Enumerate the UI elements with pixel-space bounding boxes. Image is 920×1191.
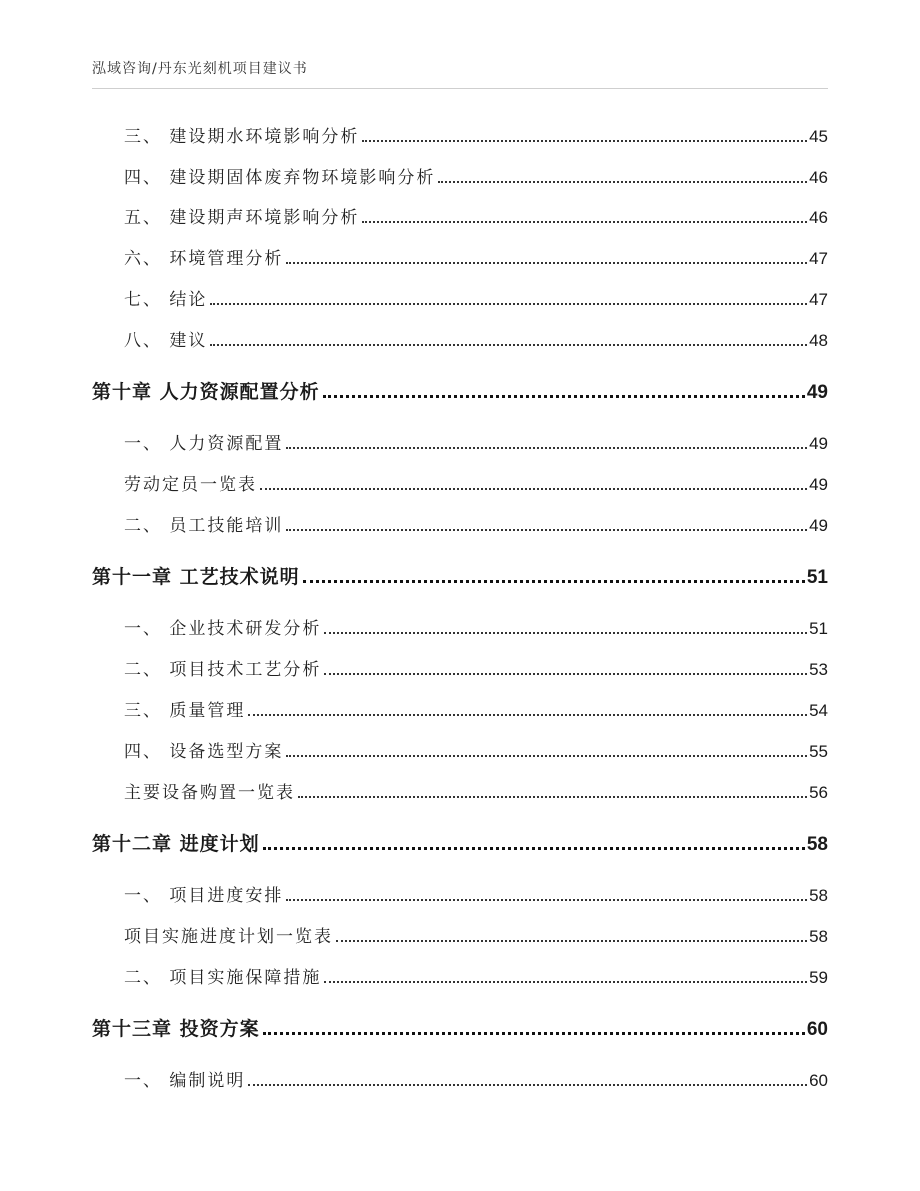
toc-entry[interactable] — [92, 244, 828, 272]
toc-entry[interactable] — [92, 1066, 828, 1094]
toc-entry[interactable] — [92, 737, 828, 765]
dot-leader — [323, 395, 805, 398]
dot-leader — [286, 262, 807, 264]
toc-entry-page: 47 — [809, 249, 828, 268]
header-divider — [92, 88, 828, 89]
toc-entry-title: 劳动定员一览表 — [124, 475, 257, 495]
toc-chapter-page: 60 — [806, 1019, 828, 1040]
toc-entry-title: 一、 企业技术研发分析 — [124, 619, 322, 639]
toc-chapter-page: 58 — [806, 834, 828, 855]
dot-leader — [286, 529, 807, 531]
dot-leader — [298, 796, 807, 798]
toc-entry-title: 二、 项目技术工艺分析 — [124, 660, 322, 680]
dot-leader — [286, 447, 807, 449]
toc-entry-title: 五、 建设期声环境影响分析 — [124, 208, 360, 228]
toc-entry-title: 四、 建设期固体废弃物环境影响分析 — [124, 168, 436, 188]
toc-entry-page: 54 — [809, 701, 828, 720]
toc-chapter-entry[interactable] — [92, 377, 828, 405]
dot-leader — [263, 847, 805, 850]
toc-entry[interactable] — [92, 881, 828, 909]
toc-entry-title: 七、 结论 — [124, 290, 208, 310]
toc-entry-title: 四、 设备选型方案 — [124, 742, 284, 762]
dot-leader — [324, 981, 807, 983]
toc-entry[interactable] — [92, 963, 828, 991]
toc-entry-page: 47 — [809, 290, 828, 309]
toc-chapter-title: 第十三章 投资方案 — [92, 1018, 260, 1040]
toc-entry-title: 主要设备购置一览表 — [124, 783, 295, 803]
toc-entry-title: 一、 编制说明 — [124, 1071, 246, 1091]
toc-entry-page: 55 — [809, 742, 828, 761]
running-header: 泓域咨询/丹东光刻机项目建议书 — [92, 61, 308, 77]
toc-entry[interactable] — [92, 122, 828, 150]
toc-entry-page: 46 — [809, 208, 828, 227]
toc-chapter-title: 第十二章 进度计划 — [92, 833, 260, 855]
dot-leader — [324, 673, 807, 675]
toc-entry-title: 二、 项目实施保障措施 — [124, 968, 322, 988]
dot-leader — [263, 1032, 805, 1035]
toc-entry[interactable] — [92, 696, 828, 724]
toc-entry-page: 46 — [809, 168, 828, 187]
dot-leader — [210, 303, 807, 305]
toc-entry[interactable] — [92, 203, 828, 231]
dot-leader — [260, 488, 807, 490]
toc-entry-title: 一、 人力资源配置 — [124, 434, 284, 454]
toc-entry-page: 53 — [809, 660, 828, 679]
toc-entry[interactable] — [92, 511, 828, 539]
toc-entry[interactable] — [92, 285, 828, 313]
toc-entry-page: 49 — [809, 434, 828, 453]
toc-chapter-entry[interactable] — [92, 1014, 828, 1042]
toc-chapter-page: 51 — [806, 567, 828, 588]
toc-entry-page: 56 — [809, 783, 828, 802]
dot-leader — [362, 140, 807, 142]
toc-entry[interactable] — [92, 614, 828, 642]
dot-leader — [248, 714, 807, 716]
toc-entry-page: 48 — [809, 331, 828, 350]
dot-leader — [248, 1084, 807, 1086]
toc-entry-page: 58 — [809, 886, 828, 905]
toc-entry[interactable] — [92, 326, 828, 354]
dot-leader — [303, 580, 805, 583]
toc-entry-page: 51 — [809, 619, 828, 638]
toc-entry-page: 58 — [809, 927, 828, 946]
toc-chapter-title: 第十章 人力资源配置分析 — [92, 381, 320, 403]
toc-entry-title: 八、 建议 — [124, 331, 208, 351]
toc-chapter-title: 第十一章 工艺技术说明 — [92, 566, 300, 588]
toc-entry[interactable] — [92, 922, 828, 950]
toc-entry-page: 49 — [809, 516, 828, 535]
toc-entry-page: 59 — [809, 968, 828, 987]
dot-leader — [286, 755, 807, 757]
toc-entry-title: 二、 员工技能培训 — [124, 516, 284, 536]
dot-leader — [286, 899, 807, 901]
toc-entry-title: 六、 环境管理分析 — [124, 249, 284, 269]
toc-entry[interactable] — [92, 778, 828, 806]
toc-entry-page: 49 — [809, 475, 828, 494]
toc-chapter-page: 49 — [806, 382, 828, 403]
toc-entry[interactable] — [92, 655, 828, 683]
toc-chapter-entry[interactable] — [92, 562, 828, 590]
toc-entry[interactable] — [92, 163, 828, 191]
toc-entry-title: 项目实施进度计划一览表 — [124, 927, 333, 947]
toc-entry[interactable] — [92, 470, 828, 498]
toc-entry-page: 45 — [809, 127, 828, 146]
dot-leader — [362, 221, 807, 223]
dot-leader — [438, 181, 807, 183]
toc-entry-title: 三、 质量管理 — [124, 701, 246, 721]
toc-entry[interactable] — [92, 429, 828, 457]
dot-leader — [210, 344, 807, 346]
dot-leader — [324, 632, 807, 634]
dot-leader — [336, 940, 807, 942]
toc-entry-title: 一、 项目进度安排 — [124, 886, 284, 906]
toc-entry-page: 60 — [809, 1071, 828, 1090]
toc-entry-title: 三、 建设期水环境影响分析 — [124, 127, 360, 147]
toc-chapter-entry[interactable] — [92, 829, 828, 857]
